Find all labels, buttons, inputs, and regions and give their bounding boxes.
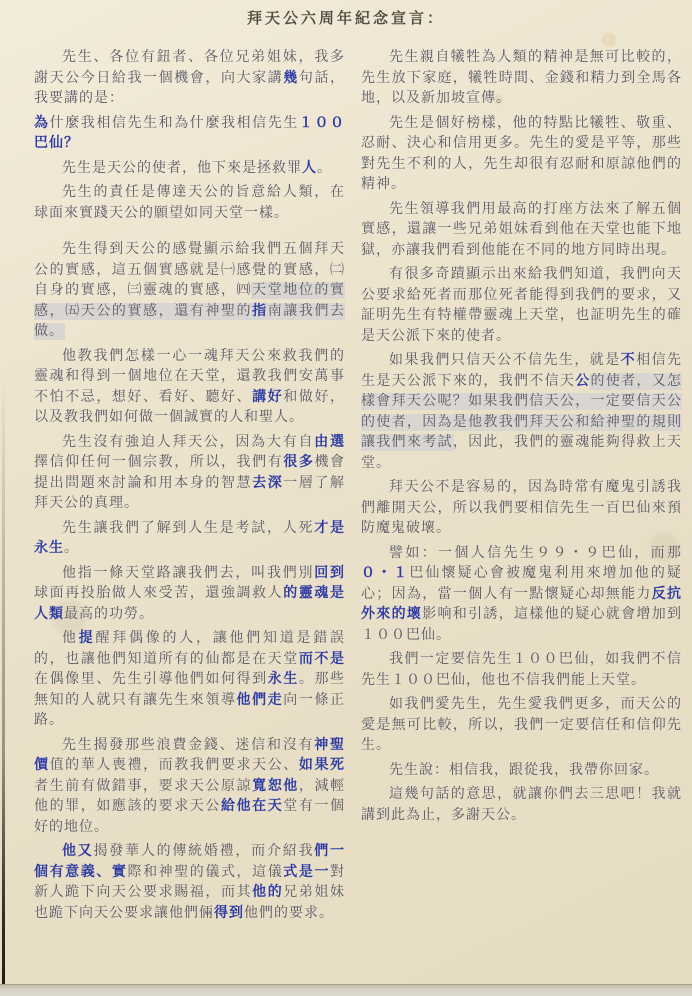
retraced-ink-segment: 得到 xyxy=(214,905,244,921)
retraced-ink-segment: 講好 xyxy=(252,389,284,405)
text-segment: 堂有一個好的地位。 xyxy=(34,799,346,835)
text-segment: 先生是個好榜樣，他的特點比犧牲、敬重、忍耐、決心和信用更多。先生的愛是平等，那些對先生不利的人，先生却很有忍耐和原諒他們的精神。 xyxy=(361,115,682,192)
highlighted-text-segment: 南讓我們去做。 xyxy=(34,303,346,339)
text-segment: ，減輕他的罪，如應該的要求天公 xyxy=(34,778,346,814)
text-segment: 他指一條天堂路讓我們去，叫我們別 xyxy=(62,565,315,581)
paragraph xyxy=(34,842,345,924)
scan-bottom-edge xyxy=(0,984,692,996)
text-segment: 和做好，以及教我們如何做一個誠實的人和聖人。 xyxy=(34,389,346,425)
retraced-ink-segment: 他們走 xyxy=(236,692,284,708)
text-segment: 兄弟姐妹也跪下向天公要求讓他們倆 xyxy=(34,885,346,921)
paragraph xyxy=(34,564,345,626)
paragraph xyxy=(361,650,682,691)
paragraph xyxy=(361,761,682,782)
retraced-ink-segment: 的靈魂是人類 xyxy=(34,586,346,622)
text-segment: 影响和引誘，這樣他的疑心就會增加到１００巴仙。 xyxy=(361,607,683,643)
retraced-ink-segment: 如果死 xyxy=(298,758,346,773)
text-segment: 者生前有做錯事，要求天公原諒 xyxy=(34,778,253,794)
text-segment: 他們的要求。 xyxy=(244,905,334,921)
retraced-ink-segment: 反抗外來的壞 xyxy=(361,586,683,622)
text-segment: 對新人跪下向天公要求賜福，而其 xyxy=(34,864,346,900)
retraced-ink-segment: 回到 xyxy=(314,565,345,581)
retraced-ink-segment: 才是永生 xyxy=(34,520,345,556)
text-segment: 他 xyxy=(62,631,79,646)
text-segment: 先生、各位有鈕者、各位兄弟姐妹，我多謝天公今日給我一個機會，向大家講 xyxy=(34,50,345,86)
text-segment: 在偶像里、先生引導他們如何得到 xyxy=(34,672,268,687)
scan-left-edge-shadow xyxy=(2,375,5,987)
paragraph xyxy=(34,159,345,180)
text-segment: 先生親自犧牲為人類的精神是無可比較的，先生放下家庭，犧牲時間、金錢和精力到全馬各地，以及新加坡宣傳。 xyxy=(361,50,682,106)
paragraph xyxy=(361,785,682,826)
retraced-ink-segment: 去深 xyxy=(252,475,284,491)
retraced-ink-segment: 為 xyxy=(34,115,50,131)
text-segment: 譬如：一個人信先生９９・９巴仙，而那 xyxy=(389,545,682,561)
two-column-body xyxy=(0,28,692,928)
text-segment: 先生揭發那些浪費金錢、迷信和沒有 xyxy=(62,737,315,753)
retraced-ink-segment: 幾 xyxy=(283,70,299,86)
paragraph xyxy=(361,695,682,757)
paragraph xyxy=(361,114,682,196)
highlighted-text-segment: 天堂地位的實感，㈤天公的實感，還有神聖的 xyxy=(34,283,346,319)
retraced-ink-segment: ０・１ xyxy=(361,566,410,581)
paragraph xyxy=(34,240,345,343)
text-segment: 。 xyxy=(64,541,79,556)
retraced-ink-segment: 公 xyxy=(575,373,591,389)
paragraph xyxy=(361,200,682,262)
text-segment: 際和神聖的儀式，這儀 xyxy=(127,864,284,880)
paragraph xyxy=(361,265,682,347)
text-segment: 揭發華人的傳統婚禮，而介紹我 xyxy=(93,844,315,859)
page-title: 拜天公六周年紀念宣言： xyxy=(246,11,445,27)
text-segment: 先生說：相信我，跟從我，我帶你回家。 xyxy=(389,762,659,778)
retraced-ink-segment: 式是一 xyxy=(283,864,331,880)
text-segment: 句話，我要講的是： xyxy=(34,70,346,106)
text-segment: 有很多奇蹟顯示出來給我們知道，我們向天公要求給死者而那位死者能得到我們的要求，又証明先生有特權帶靈魂上天堂，也証明先生的確是天公派下來的使者。 xyxy=(361,267,682,344)
paragraph xyxy=(34,114,345,155)
text-segment: 向一條正路。 xyxy=(34,692,346,728)
retraced-ink-segment: 人 xyxy=(302,160,317,176)
left-column xyxy=(34,48,345,928)
text-segment: 先生的責任是傳達天公的旨意給人類，在球面來實踐天公的願望如同天堂一樣。 xyxy=(34,185,345,221)
text-segment: 什麼我相信先生和為什麼我相信先生 xyxy=(49,115,299,131)
text-segment: 機會提出問題來討論和用本身的智慧 xyxy=(34,455,346,491)
text-segment: 一層了解拜天公的真理。 xyxy=(34,475,346,511)
text-segment: 先生讓我們了解到人生是考試，人死 xyxy=(62,520,315,536)
highlighted-text-segment: 指 xyxy=(252,303,268,319)
retraced-ink-segment: 永生 xyxy=(267,672,299,687)
paragraph xyxy=(361,478,682,540)
text-segment: 相信先生是天公派下來的，我們不信天 xyxy=(361,353,683,389)
retraced-ink-segment: 提 xyxy=(78,631,96,646)
text-segment: 如我們愛先生，先生愛我們更多，而天公的愛是無可比較，所以，我們一定要信任和信仰先生。 xyxy=(361,697,682,753)
retraced-ink-segment: 不 xyxy=(620,353,637,368)
text-segment: 。那些無知的人就只有讓先生來領導 xyxy=(34,672,346,708)
text-segment: 如果我們只信天公不信先生，就是 xyxy=(389,353,621,368)
text-segment: 巴仙懷疑心會被魔鬼利用來增加他的疑心；因為，當一個人有一點懷疑心却無能力 xyxy=(361,566,683,602)
text-segment: 先生得到天公的感覺顯示給我們五個拜天公的實感，這五個實感就是㈠感覺的實感，㈡自身的實感，㈢靈魂的實感，㈣ xyxy=(34,242,345,298)
text-segment: 先生沒有強迫人拜天公，因為大有自 xyxy=(62,434,315,450)
paragraph xyxy=(361,351,682,474)
text-segment: 我們一定要信先生１００巴仙，如我們不信先生１００巴仙，他也不信我們能上天堂。 xyxy=(361,652,682,688)
paragraph xyxy=(34,629,345,732)
text-segment: 他教我們怎樣一心一魂拜天公來救我們的靈魂和得到一個地位在天堂，還教我們安萬事不怕不忌，想好、看好、聽好、 xyxy=(34,348,345,405)
retraced-ink-segment: 們一個有意義、實 xyxy=(34,844,346,880)
retraced-ink-segment: 很多 xyxy=(283,455,315,470)
retraced-ink-segment: 他又 xyxy=(62,844,94,859)
paragraph xyxy=(34,48,345,110)
text-segment: 最高的功勞。 xyxy=(64,606,154,622)
paragraph xyxy=(34,183,345,224)
retraced-ink-segment: 由選 xyxy=(314,434,345,450)
paragraph xyxy=(34,736,345,839)
paragraph xyxy=(361,48,682,110)
text-segment: 醒拜偶像的人，讓他們知道是錯誤的，也讓他們知道所有的仙都是在天堂 xyxy=(34,631,345,667)
retraced-ink-segment: １００巴仙？ xyxy=(34,115,346,151)
retraced-ink-segment: 而不是 xyxy=(298,651,346,667)
paragraph xyxy=(361,544,682,647)
retraced-ink-segment: 寬恕他 xyxy=(252,778,299,794)
retraced-ink-segment: 神聖價 xyxy=(34,737,345,773)
retraced-ink-segment: 他的 xyxy=(252,885,284,900)
retraced-ink-segment: 給他在天 xyxy=(220,799,284,814)
text-segment: 擇信仰任何一個宗教，所以，我們有 xyxy=(34,455,284,470)
text-segment: 值的華人喪禮，而教我們要求天公、 xyxy=(49,758,299,773)
text-segment: 先生是天公的使者，他下來是拯救罪 xyxy=(62,160,302,176)
text-segment: 這幾句話的意思，就讓你們去三思吧！我就講到此為止，多謝天公。 xyxy=(361,787,682,823)
paragraph xyxy=(34,347,345,429)
text-segment: 拜天公不是容易的，因為時常有魔鬼引誘我們離開天公，所以我們要相信先生一百巴仙來預防魔鬼破壞。 xyxy=(361,480,682,536)
text-segment: ，因此，我們的靈魂能夠得救上天堂。 xyxy=(361,435,683,471)
text-segment: 球面再投胎做人來受苦，還強調救人 xyxy=(34,586,284,601)
paragraph xyxy=(34,433,345,515)
paragraph xyxy=(34,519,345,560)
highlighted-text-segment: 的使者，又怎樣會拜天公呢？如果我們信天公，一定要信天公的使者，因為是他教我們拜天公和給神聖的規則讓我們來考試 xyxy=(361,373,683,450)
right-column xyxy=(361,48,682,928)
text-segment: 。 xyxy=(317,160,332,176)
text-segment: 先生領導我們用最高的打座方法來了解五個實感，還讓一些兄弟姐妹看到他在天堂也能下地獄，亦讓我們看到他能在不同的地方同時出現。 xyxy=(361,201,682,258)
